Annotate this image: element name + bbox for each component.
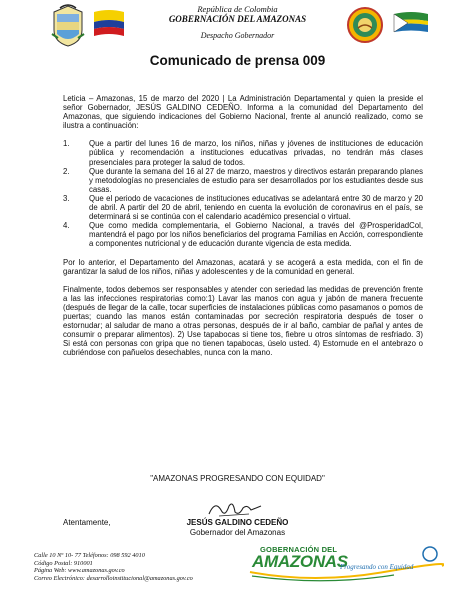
- handwritten-signature: [205, 498, 265, 520]
- signature-block: [0, 490, 475, 550]
- address-line: Calle 10 Nº 10- 77 Teléfonos: 098 592 4010: [34, 552, 145, 559]
- list-item: 3. Que el periodo de vacaciones de instituciones educativas se adelantará entre 30 de marzo y 20 de abril. A partir del 20 de abril, teniendo en cuenta la evolución de coronavirus en el país, se determinará si se continúa con el calendario académico presencial o virtual.: [63, 193, 423, 222]
- list-item: 1. Que a partir del lunes 16 de marzo, los niños, niñas y jóvenes de instituciones de educación pública y recomendación a instituciones educativas privadas, no tendrán más clases presenciales para proteger la salud de todos.: [63, 139, 423, 167]
- email-line: Correo Electrónico: desarrolloinstitucional@amazonas.gov.co: [34, 575, 193, 583]
- brand-top-text: GOBERNACIÓN DEL: [260, 545, 338, 554]
- coat-of-arms-icon: [50, 4, 86, 48]
- amazonas-flag-icon: [392, 10, 430, 36]
- amazonas-seal-icon: [346, 6, 384, 44]
- signatory-role: Gobernador del Amazonas: [189, 528, 286, 537]
- press-release-body: [63, 94, 423, 366]
- footer-contact: [34, 552, 193, 583]
- prevention-paragraph: Finalmente, todos debemos ser responsables y atender con seriedad las medidas de prevención frente a las las infecciones respiratorias como:1) Lavar las manos con agua y jabón de manera frecuente (después de llegar de la calle, tocar superficies de instalaciones públicas como pasamanos o pomos de puertas; cuando las manos están contaminadas por secreción respiratoria después de toser o estornudar; al saludar de mano a otras personas, después de ir al baño, cambiar de pañal y antes de consumir o preparar alimentos). 2) Use tapabocas si tiene tos, fiebre u otros síntomas de resfriado. 3) Si está con personas con gripa que no tienen tapabocas, úselo usted. 4) Estornude en el antebrazo o cubriéndose con pañuelos desechables, nunca con la mano.: [63, 284, 423, 358]
- list-item: 2. Que durante la semana del 16 al 27 de marzo, maestros y directivos estarán preparando planes y metodologías no presenciales de estudio para ser desarrollados por los estudiantes desde sus casas.: [63, 166, 423, 194]
- page-title: Comunicado de prensa 009: [149, 53, 326, 68]
- brand-logo: [244, 542, 444, 584]
- intro-paragraph: Leticia – Amazonas, 15 de marzo del 2020 | La Administración Departamental y quien la preside el señor Gobernador, JESÚS GALDINO CEDEÑO. Informa a la comunidad del Departamento del Amazonas, que siguiendo indicaciones del Gobierno Nacional, frente al anunció realizado, como se ilustra a continuación:: [63, 94, 423, 131]
- slogan: "AMAZONAS PROGRESANDO CON EQUIDAD": [150, 474, 325, 483]
- brand-main-text: AMAZONAS: [252, 552, 348, 571]
- postal-code-line: Código Postal: 910001: [34, 559, 93, 567]
- measures-list: [63, 139, 423, 248]
- website-line: Página Web: www.amazonas.gov.co: [34, 567, 125, 575]
- list-item: 4. Que como medida complementaria, el Gobierno Nacional, a través del @ProsperidadCol, mantendrá el pago por los niños beneficiarios del programa Familias en Acción, correspondiente a componentes nutricional y de educación durante vigencia de esta medida.: [63, 221, 423, 249]
- office-line: Despacho Gobernador: [200, 31, 275, 40]
- signatory-name: JESÚS GALDINO CEDEÑO: [186, 518, 289, 527]
- closing-line: Atentamente,: [63, 518, 111, 527]
- compliance-paragraph: Por lo anterior, el Departamento del Amazonas, acatará y se acogerá a esta medida, con el fin de garantizar la salud de los niños, niñas y adolescentes y de la comunidad en general.: [63, 257, 423, 276]
- letterhead: [0, 0, 475, 86]
- governorate-line: GOBERNACIÓN DEL AMAZONAS: [168, 14, 307, 24]
- republic-line: República de Colombia: [197, 4, 278, 14]
- brand-tagline: Progresando con Equidad: [340, 563, 414, 571]
